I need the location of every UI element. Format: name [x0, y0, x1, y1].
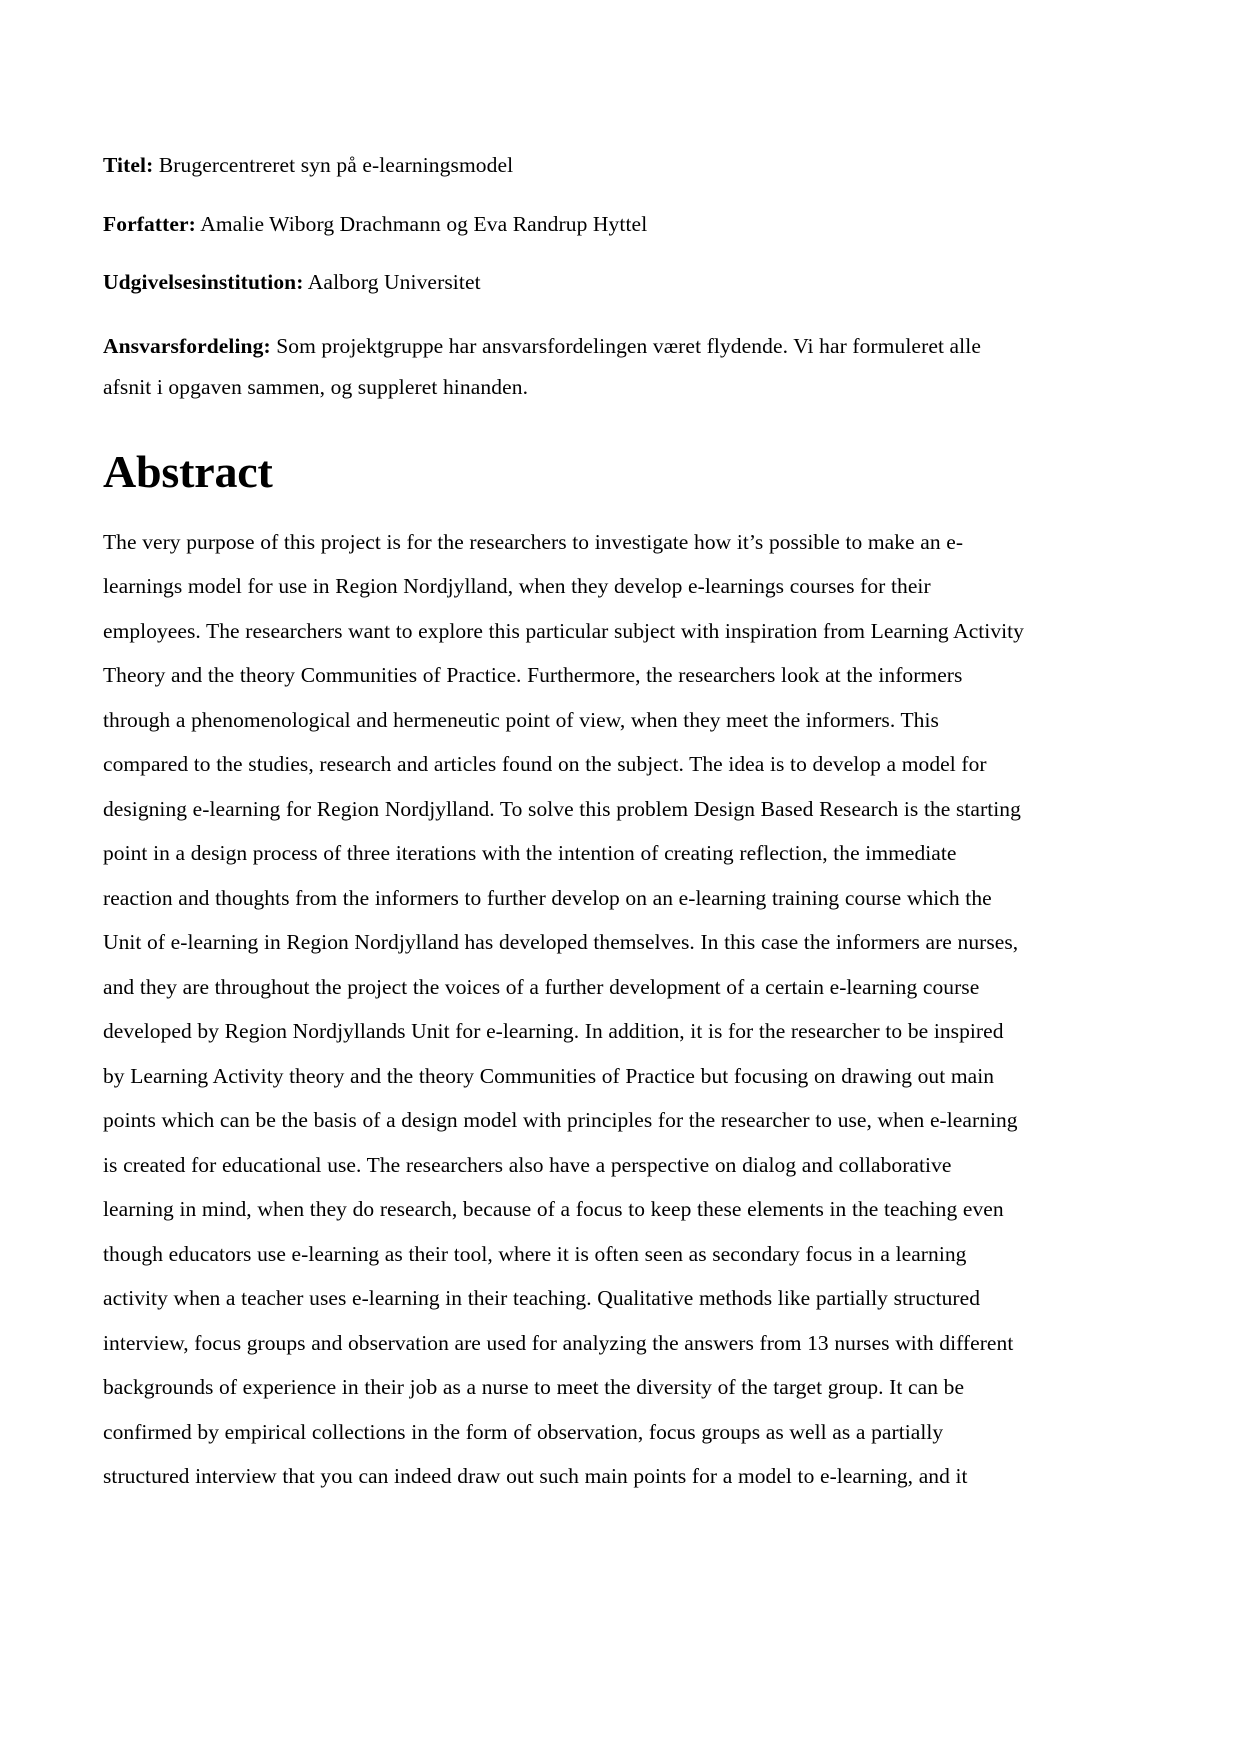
metadata-label-author: Forfatter:: [103, 211, 196, 236]
metadata-label-responsibility: Ansvarsfordeling:: [103, 333, 271, 358]
front-matter-metadata: [103, 150, 1025, 409]
metadata-row-responsibility: [103, 326, 1025, 410]
metadata-label-institution: Udgivelsesinstitution:: [103, 270, 304, 295]
abstract-heading: Abstract: [103, 446, 273, 498]
metadata-label-title: Titel:: [103, 153, 154, 177]
abstract-paragraph: The very purpose of this project is for the researchers to investigate how it’s possible to make an e-learnings model for use in Region Nordjylland, when they develop e-learnings courses for their employees. The researchers want to explore this particular subject with inspiration from Learning Activity Theory and the theory Communities of Practice. Furthermore, the researchers look at the informers through a phenomenological and hermeneutic point of view, when they meet the informers. This compared to the studies, research and articles found on the subject. The idea is to develop a model for designing e-learning for Region Nordjylland. To solve this problem Design Based Research is the starting point in a design process of three iterations with the intention of creating reflection, the immediate reaction and thoughts from the informers to further develop on an e-learning training course which the Unit of e-learning in Region Nordjylland has developed themselves. In this case the informers are nurses, and they are throughout the project the voices of a further development of a certain e-learning course developed by Region Nordjyllands Unit for e-learning. In addition, it is for the researcher to be inspired by Learning Activity theory and the theory Communities of Practice but focusing on drawing out main points which can be the basis of a design model with principles for the researcher to use, when e-learning is created for educational use. The researchers also have a perspective on dialog and collaborative learning in mind, when they do research, because of a focus to keep these elements in the teaching even though educators use e-learning as their tool, where it is often seen as secondary focus in a learning activity when a teacher uses e-learning in their teaching. Qualitative methods like partially structured interview, focus groups and observation are used for analyzing the answers from 13 nurses with different backgrounds of experience in their job as a nurse to meet the diversity of the target group. It can be confirmed by empirical collections in the form of observation, focus groups as well as a partially structured interview that you can indeed draw out such main points for a model to e-learning, and it: [103, 529, 1024, 1489]
metadata-row-institution: [103, 267, 1025, 298]
metadata-value-institution: Aalborg Universitet: [307, 270, 481, 295]
metadata-value-title: Brugercentreret syn på e-learningsmodel: [158, 153, 514, 177]
metadata-row-title: [103, 150, 1025, 181]
metadata-value-author: Amalie Wiborg Drachmann og Eva Randrup Hyttel: [200, 211, 648, 236]
metadata-value-responsibility: Som projektgruppe har ansvarsfordelingen været flydende. Vi har formuleret alle afsnit i opgaven sammen, og suppleret hinanden.: [103, 333, 981, 400]
metadata-row-author: [103, 209, 1025, 240]
abstract-body: [103, 520, 1025, 1499]
